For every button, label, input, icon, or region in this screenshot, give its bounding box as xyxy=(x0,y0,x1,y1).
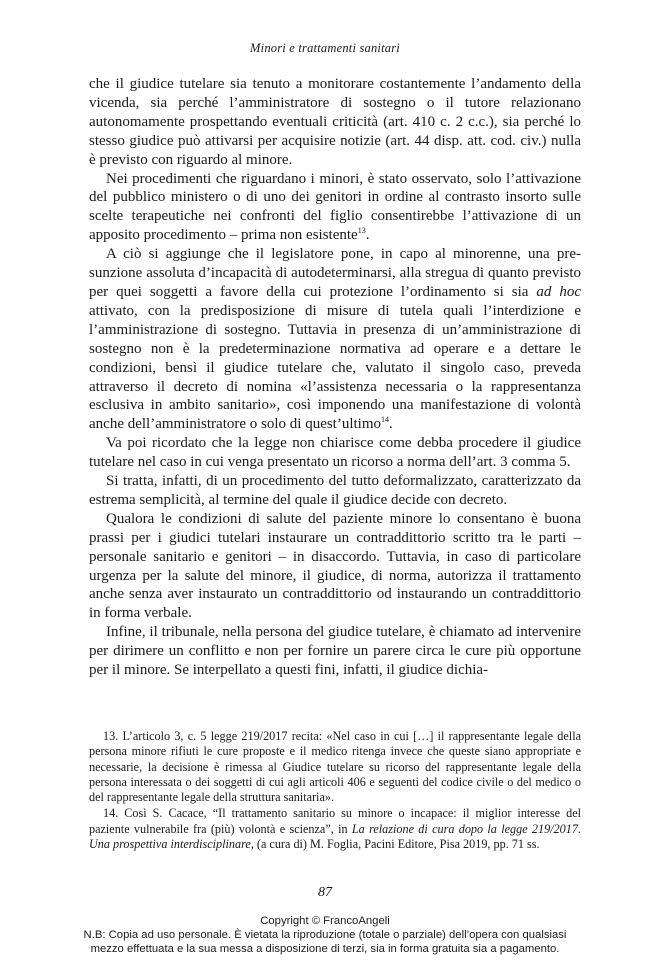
paragraph-3 xyxy=(89,245,581,434)
paragraph-2-text: Nei procedimenti che riguardano i minori, è stato osservato, solo l’attivazione del pubblico ministero o di uno dei genitori in ordine al contrasto insorto sulle scelte terapeutiche nei confronti del figlio consentirebbe l’attivazione di un apposito procedimento – prima non esistente xyxy=(89,170,581,244)
paragraph-4: Va poi ricordato che la legge non chiarisce come debba procedere il giudice tutelare nel caso in cui venga presentato un ricorso a norma dell’art. 3 comma 5. xyxy=(89,435,581,471)
paragraph-7: Infine, il tribunale, nella persona del giudice tutelare, è chiamato ad intervenire per dirimere un conflitto e non per fornire un parere circa le cure più opportune per il minore. Se interpellato a questi fini, infatti, il giudice dichia- xyxy=(89,624,581,679)
page-number: 87 xyxy=(318,885,332,900)
paragraph-6: Qualora le condizioni di salute del paziente minore lo consentano è buona prassi per i giudici tutelari instaurare un contraddittorio scritto tra le parti – personale sanitario e genitori – in disaccordo. Tuttavia, in caso di particolare urgenza per la salute del minore, il giudice, di norma, autorizza il trattamento anche senza aver instaurato un contraddittorio od instaurando un contraddittorio in forma verbale. xyxy=(89,510,581,622)
footnote-13: 13. L’articolo 3, c. 5 legge 219/2017 recita: «Nel caso in cui […] il rappresentante legale della persona minore rifiuti le cure proposte e il medico ritenga invece che queste siano appropriate e necessarie, la decisione è rimessa al Giudice tutelare su ricorso del rappresentante legale della persona interessata o dei soggetti di cui agli articoli 406 e seguenti del codice civile o del medico o del rappresentante legale della struttura sanitaria». xyxy=(89,729,581,805)
footnote-14 xyxy=(89,806,581,852)
footnote-14-text-b: , (a cura di) M. Foglia, Pacini Editore, Pisa 2019, pp. 71 ss. xyxy=(250,837,540,852)
footnote-14-text-a: 14. Così S. Cacace, “Il trattamento sanitario su minore o incapace: il miglior interesse del paziente vulnerabile fra (più) volontà e scienza”, in xyxy=(89,806,581,836)
footnotes xyxy=(89,729,581,853)
copyright-notice xyxy=(0,914,650,956)
paragraph-3-italic: ad hoc xyxy=(536,283,581,300)
paragraph-3-end: . xyxy=(389,416,393,433)
footnote-14-italic: La relazione di cura dopo la legge 219/2017. Una prospettiva interdisciplinare xyxy=(89,821,581,852)
copyright-line-3: mezzo effettuata e la sua messa a disposizione di terzi, sia in forma gratuita sia a pagamento. xyxy=(90,943,560,955)
paragraph-3-text-a: A ciò si aggiunge che il legislatore pone, in capo al minorenne, una presunzione assoluta d’incapacità di autodeterminarsi, alla stregua di quanto previsto per quei soggetti a favore della cui protezione l’ordinamento si sia xyxy=(89,246,581,300)
paragraph-1: che il giudice tutelare sia tenuto a monitorare costantemente l’andamento della vicenda, sia perché l’amministratore di sostegno o il tutore relazionano autonomamente prospettando eventuali criticità (art. 410 c. 2 c.c.), sia perché lo stesso giudice può attivarsi per acquisire notizie (art. 44 disp. att. cod. civ.) nulla è previsto con riguardo al minore. xyxy=(89,76,581,168)
footnote-ref-13: 13 xyxy=(357,226,366,236)
paragraph-3-text-b: attivato, con la predisposizione di misure di tutela quali l’interdizione e l’amministrazione di sostegno. Tuttavia in presenza di un’amministrazione di sostegno non è la predeterminazione normativa ad operare e a dettare le condizioni, bensì il giudice tutelare che, valutato il singolo caso, preveda attraverso il decreto di nomina «l’assistenza necessaria o la rappresentanza esclusiva in ambito sanitario», così imponendo una manifestazione di volontà anche dell’amministratore o solo di quest’ultimo xyxy=(89,302,581,433)
paragraph-5: Si tratta, infatti, di un procedimento del tutto deformalizzato, caratterizzato da estrema semplicità, al termine del quale il giudice decide con decreto. xyxy=(89,473,581,508)
paragraph-2-end: . xyxy=(365,227,370,244)
footnote-ref-14: 14 xyxy=(381,415,390,425)
copyright-line-1: Copyright © FrancoAngeli xyxy=(260,915,390,927)
paragraph-2 xyxy=(89,170,581,246)
running-head: Minori e trattamenti sanitari xyxy=(250,41,400,55)
copyright-line-2: N.B: Copia ad uso personale. È vietata la riproduzione (totale o parziale) dell’opera con qualsiasi xyxy=(83,929,567,941)
body-text xyxy=(89,75,581,680)
